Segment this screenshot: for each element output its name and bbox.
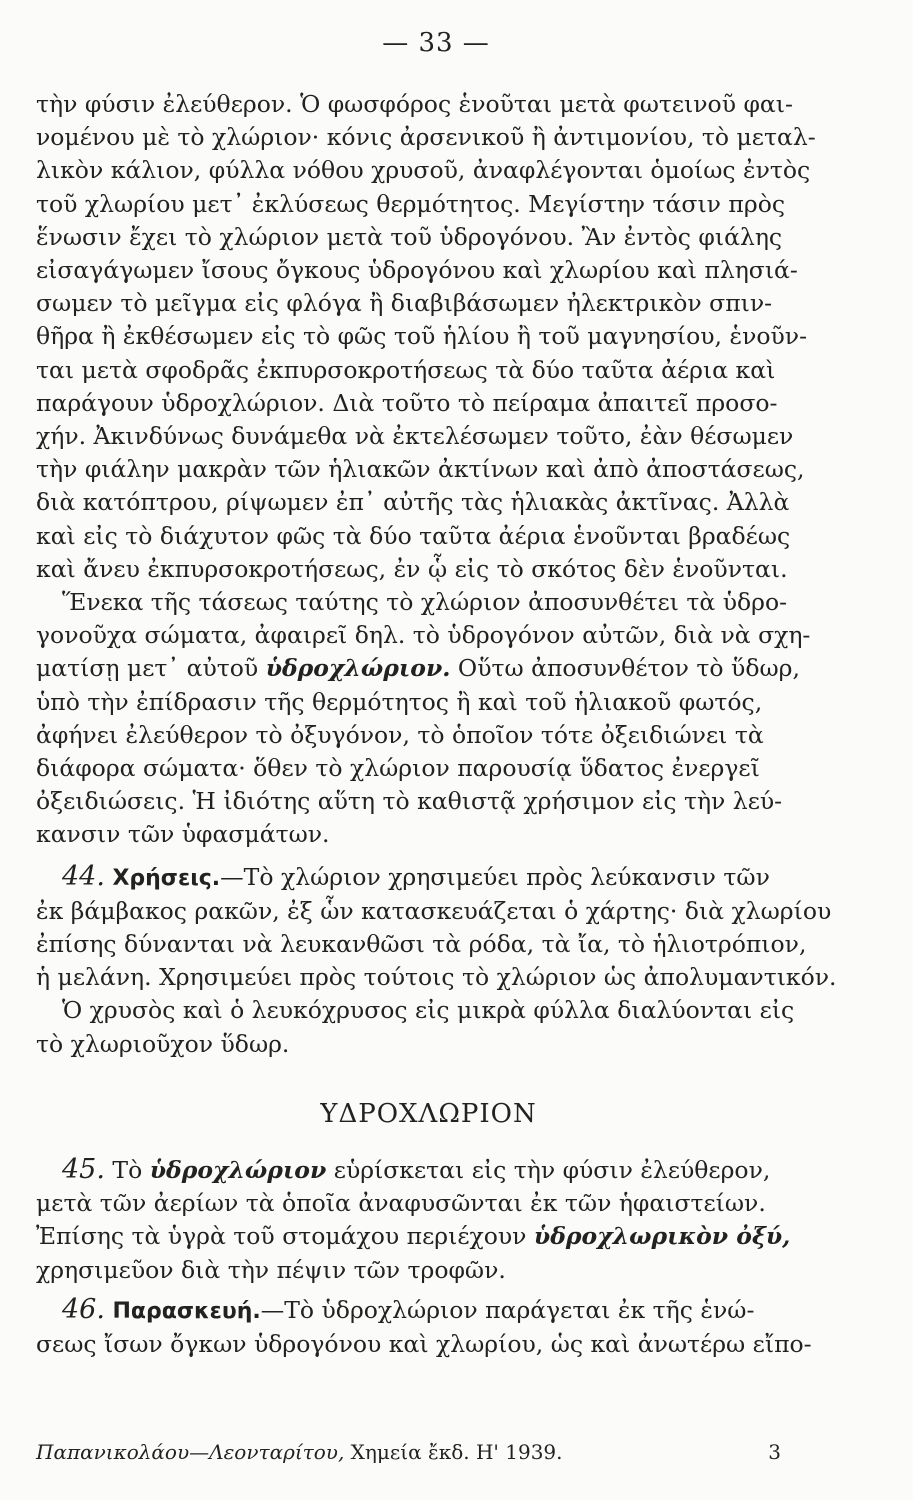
page-footer [36,1440,781,1464]
text-line: ἐπίσης δύνανται νὰ λευκανθῶσι τὰ ρόδα, τὰ ἴα, τὸ ἡλιοτρόπιον, [36,930,807,959]
page-number: — 33 — [382,28,490,58]
section-46 [36,1293,812,1361]
text-line: κανσιν τῶν ὑφασμάτων. [36,820,330,849]
text-line: παράγουν ὑδροχλώριον. Διὰ τοῦτο τὸ πείραμα ἀπαιτεῖ προσο- [36,388,778,417]
text-line: τὴν φύσιν ἐλεύθερον. Ὁ φωσφόρος ἑνοῦται μετὰ φωτεινοῦ φαι- [36,90,793,118]
term-hydrochloric: ὑδροχλώριον. [265,654,451,683]
section-number: 45. [62,1153,105,1185]
text-line: Ἕνεκα τῆς τάσεως ταύτης τὸ χλώριον ἀποσυνθέτει τὰ ὑδρο- [62,588,788,617]
text-line: καὶ εἰς τὸ διάχυτον φῶς τὰ δύο ταῦτα ἀέρια ἑνοῦνται βραδέως [36,521,791,550]
section-number: 44. [62,860,105,892]
section-number: 46. [62,1293,105,1325]
text-line: ὀξειδιώσεις. Ἡ ἰδιότης αὕτη τὸ καθιστᾷ χρήσιμον εἰς τὴν λεύ- [36,787,783,816]
text-line: λικὸν κάλιον, φύλλα νόθου χρυσοῦ, ἀναφλέγονται ὁμοίως ἐντὸς [36,156,811,185]
text-line: χήν. Ἀκινδύνως δυνάμεθα νὰ ἐκτελέσωμεν τοῦτο, ἐὰν θέσωμεν [36,422,794,451]
text-line: ἀφήνει ἐλεύθερον τὸ ὀξυγόνον, τὸ ὁποῖον τότε ὀξειδιώνει τὰ [36,720,764,749]
section-heading: Χρήσεις. [112,865,221,891]
text-line: ἐκ βάμβακος ρακῶν, ἐξ ὧν κατασκευάζεται ὁ χάρτης· διὰ χλωρίου [36,896,832,925]
text-line: τὴν φιάλην μακρὰν τῶν ἡλιακῶν ἀκτίνων καὶ ἀπὸ ἀποστάσεως, [36,455,805,484]
text-line: γονοῦχα σώματα, ἀφαιρεῖ δηλ. τὸ ὑδρογόνον αὐτῶν, διὰ νὰ σχη- [36,621,811,650]
text-line: μετὰ τῶν ἀερίων τὰ ὁποῖα ἀναφυσῶνται ἐκ τῶν ἡφαιστείων. [36,1189,766,1218]
text-line: θῆρα ἢ ἐκθέσωμεν εἰς τὸ φῶς τοῦ ἡλίου ἢ τοῦ μαγνησίου, ἑνοῦν- [36,322,808,351]
section-44 [36,860,837,1061]
book-page [36,28,837,1488]
text-line: σεως ἴσων ὄγκων ὑδρογόνου καὶ χλωρίου, ὡς καὶ ἀνωτέρω εἴπο- [36,1329,812,1358]
section-title: ΥΔΡΟΧΛΩΡΙΟΝ [320,1098,537,1129]
text-line: ται μετὰ σφοδρᾶς ἐκπυρσοκροτήσεως τὰ δύο ταῦτα ἀέρια καὶ [36,355,776,384]
footer-book: Χημεία ἔκδ. Η' 1939. [344,1440,563,1464]
paragraph-1 [36,88,816,586]
text-line: εἰσαγάγωμεν ἴσους ὄγκους ὑδρογόνου καὶ χλωρίου καὶ πλησιά- [36,256,798,285]
section-heading: Παρασκευή. [112,1298,261,1324]
term-hydrochloric-acid: ὑδροχλωρικὸν ὀξύ, [533,1222,791,1251]
footer-authors: Παπανικολάου—Λεονταρίτου, [36,1440,345,1464]
text-line: τὸ χλωριοῦχον ὕδωρ. [36,1029,290,1058]
text-line: Ὁ χρυσὸς καὶ ὁ λευκόχρυσος εἰς μικρὰ φύλλα διαλύονται εἰς [62,996,795,1025]
text-line: 46. Παρασκευή.—Τὸ ὑδροχλώριον παράγεται ἐκ τῆς ἑνώ- [62,1293,755,1325]
section-45 [36,1153,791,1287]
text-line: διὰ κατόπτρου, ρίψωμεν ἐπ᾽ αὐτῆς τὰς ἡλιακὰς ἀκτῖνας. Ἀλλὰ [36,488,790,517]
paragraph-2 [36,586,811,852]
text-line: χρησιμεῦον διὰ τὴν πέψιν τῶν τροφῶν. [36,1255,506,1284]
text-line: ἕνωσιν ἔχει τὸ χλώριον μετὰ τοῦ ὑδρογόνου. Ἂν ἐντὸς φιάλης [36,222,783,251]
footer-signature: 3 [768,1440,781,1464]
text-line: 45. Τὸ ὑδροχλώριον εὑρίσκεται εἰς τὴν φύσιν ἐλεύθερον, [62,1153,771,1185]
text-line: Ἐπίσης τὰ ὑγρὰ τοῦ στομάχου περιέχουν ὑδροχλωρικὸν ὀξύ, [36,1222,791,1251]
text-line: τοῦ χλωρίου μετ᾽ ἐκλύσεως θερμότητος. Μεγίστην τάσιν πρὸς [36,189,786,218]
text-line: 44. Χρήσεις.—Τὸ χλώριον χρησιμεύει πρὸς λεύκανσιν τῶν [62,860,770,892]
text-line: ἡ μελάνη. Χρησιμεύει πρὸς τούτοις τὸ χλώριον ὡς ἀπολυμαντικόν. [36,963,837,992]
text-line: καὶ ἄνευ ἐκπυρσοκροτήσεως, ἐν ᾧ εἰς τὸ σκότος δὲν ἑνοῦνται. [36,554,788,583]
text-line: σωμεν τὸ μεῖγμα εἰς φλόγα ἢ διαβιβάσωμεν ἠλεκτρικὸν σπιν- [36,289,773,318]
text-line: νομένου μὲ τὸ χλώριον· κόνις ἀρσενικοῦ ἢ ἀντιμονίου, τὸ μεταλ- [36,123,816,152]
text-line: ματίσῃ μετ᾽ αὐτοῦ ὑδροχλώριον. Οὕτω ἀποσυνθέτον τὸ ὕδωρ, [36,654,800,683]
term-hydrochloric: ὑδροχλώριον [149,1155,327,1184]
text-line: διάφορα σώματα· ὅθεν τὸ χλώριον παρουσίᾳ ὕδατος ἐνεργεῖ [36,754,760,783]
text-line: ὑπὸ τὴν ἐπίδρασιν τῆς θερμότητος ἢ καὶ τοῦ ἡλιακοῦ φωτός, [36,687,763,716]
